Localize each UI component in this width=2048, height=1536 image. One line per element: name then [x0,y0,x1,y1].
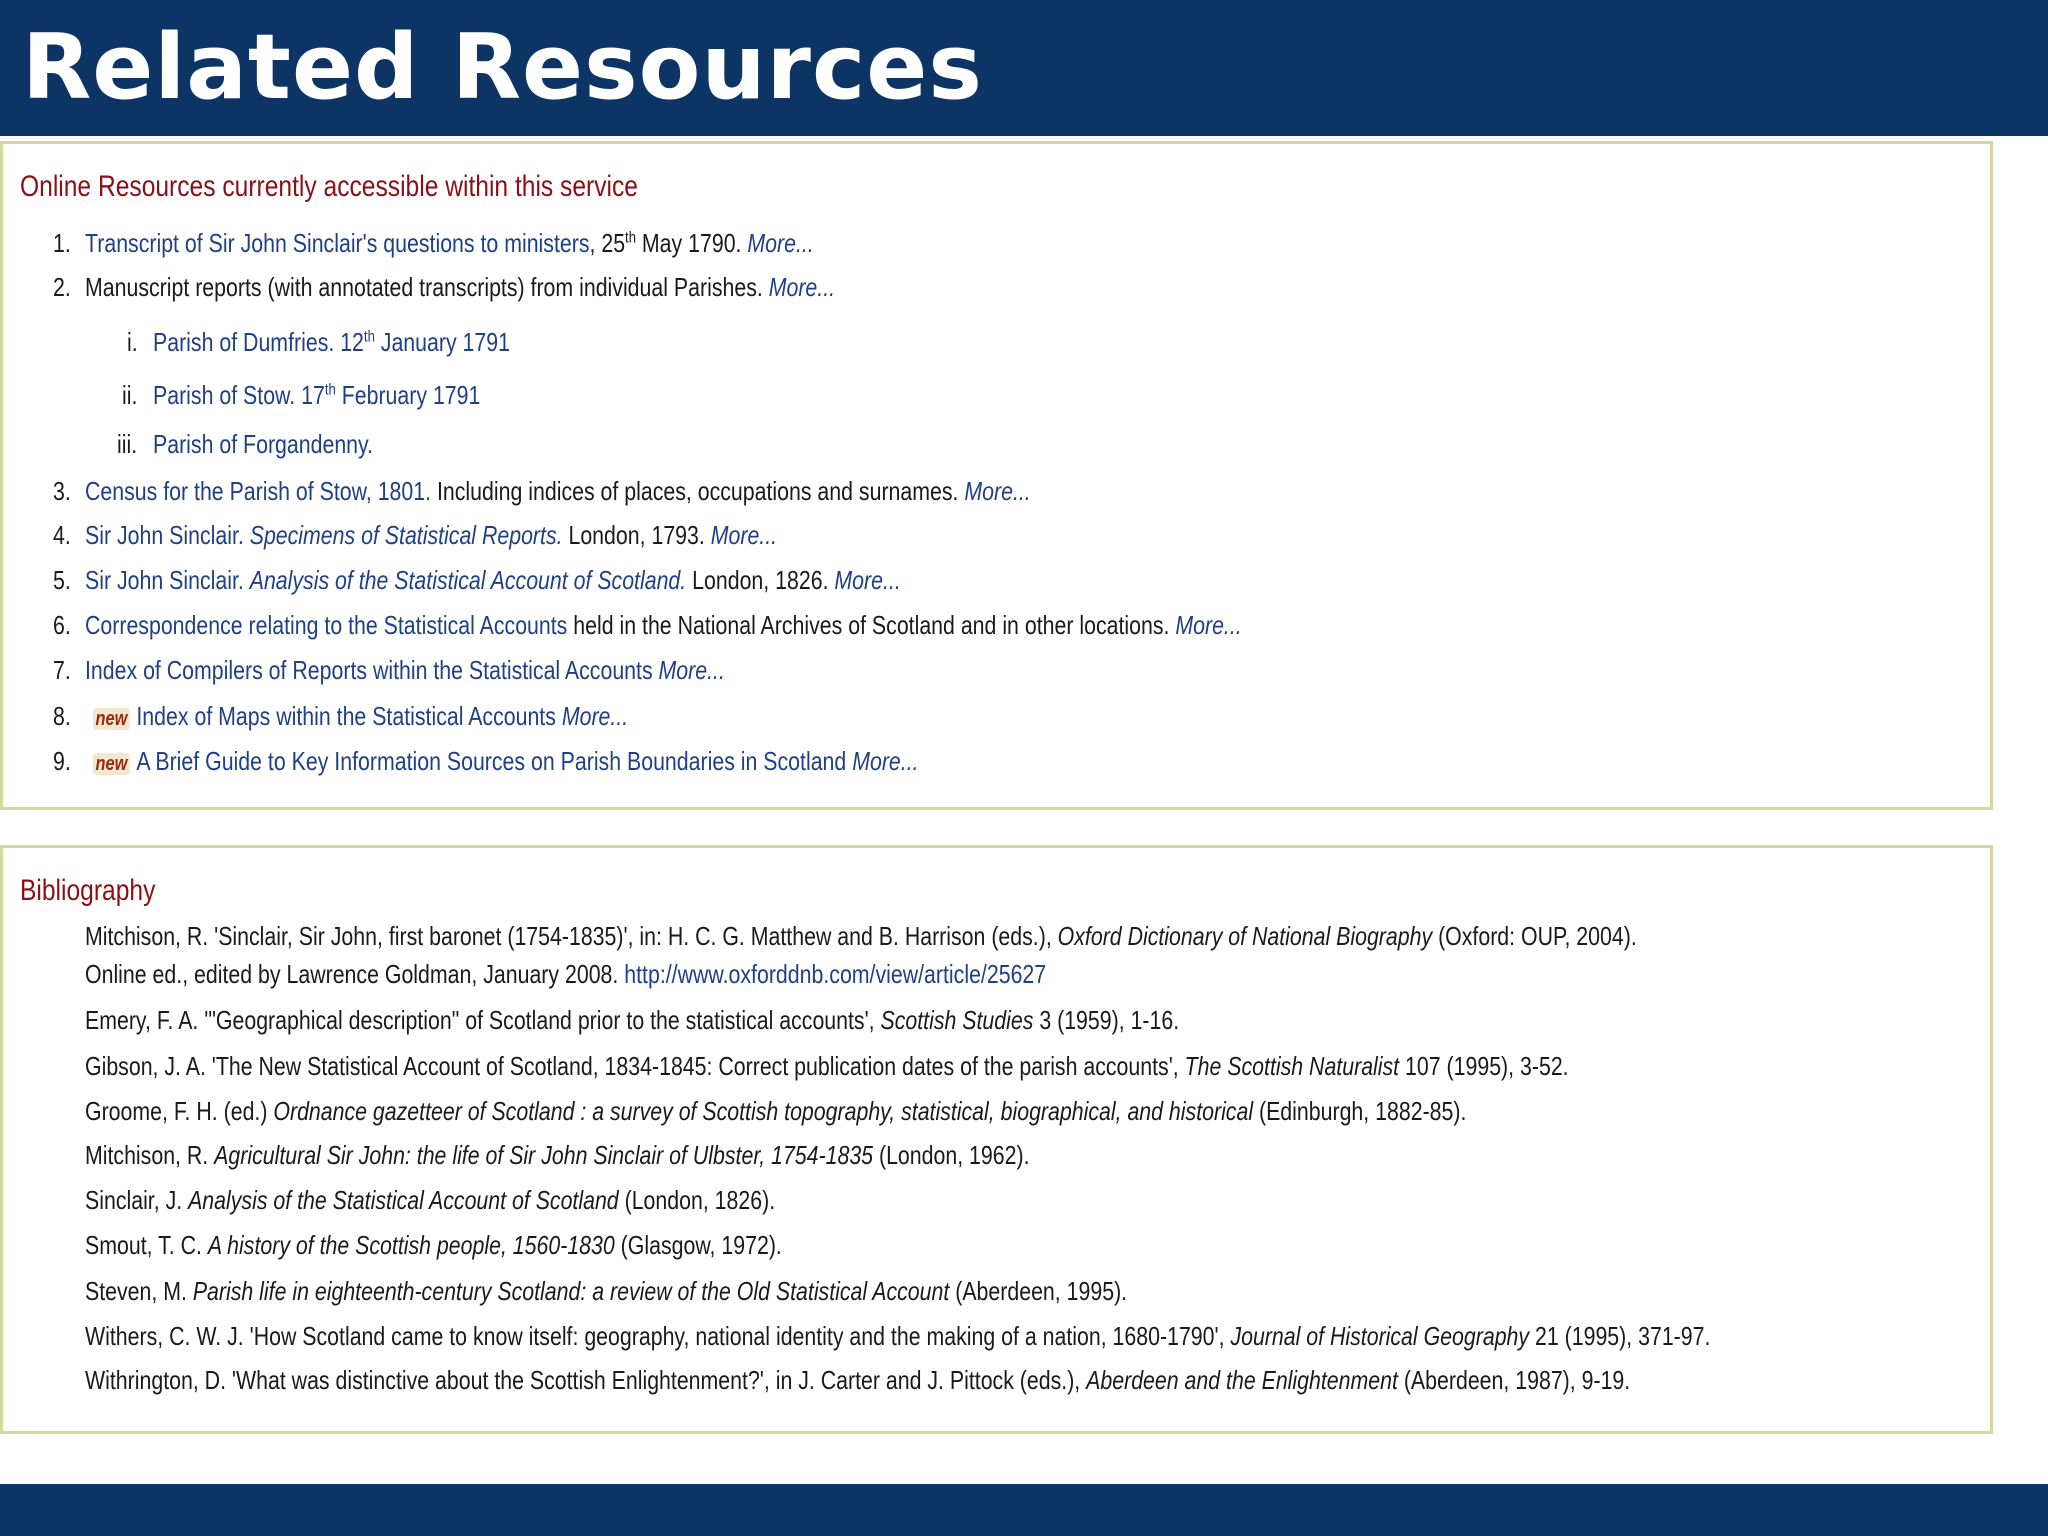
list-item [93,701,628,732]
sublist-number: ii. [122,380,138,410]
bibliography-panel [0,845,1993,1434]
bibliography-entry: Emery, F. A. '"Geographical description" of Scotland prior to the statistical accounts', Scottish Studies 3 (1959), 1-16. [85,1005,1180,1035]
bibliography-entry: Steven, M. Parish life in eighteenth-century Scotland: a review of the Old Statistical Account (Aberdeen, 1995). [85,1276,1128,1306]
list-item [85,565,901,596]
new-badge: new [93,708,130,730]
bibliography-entry: Online ed., edited by Lawrence Goldman, January 2008. http://www.oxforddnb.com/view/article/25627 [85,959,1047,989]
bibliography-entry: Groome, F. H. (ed.) Ordnance gazetteer of Scotland : a survey of Scottish topography, statistical, biographical, and historical (Edinburgh, 1882-85). [85,1096,1467,1126]
list-number: 1. [53,228,71,258]
parish-boundaries-guide-link[interactable]: A Brief Guide to Key Information Sources on Parish Boundaries in Scotland [136,746,847,776]
sublist-item [153,429,373,460]
more-link[interactable]: More... [710,520,778,550]
more-link[interactable]: More... [747,228,814,258]
specimens-link[interactable]: Sir John Sinclair. Specimens of Statistical Reports. [85,520,563,550]
sublist-item [153,327,510,358]
bibliography-entry: Smout, T. C. A history of the Scottish people, 1560-1830 (Glasgow, 1972). [85,1230,782,1260]
new-badge: new [93,753,130,775]
list-number: 2. [53,272,71,302]
online-resources-panel [0,141,1993,810]
footer-bar [0,1484,2048,1536]
maps-index-link[interactable]: Index of Maps within the Statistical Accounts [136,701,556,731]
more-link[interactable]: More... [964,476,1031,506]
item-text: , 25 [589,228,626,258]
list-item [85,228,814,259]
parish-dumfries-link[interactable]: Parish of Dumfries. 12th January 1791 [153,327,510,357]
bibliography-heading: Bibliography [20,874,156,907]
bibliography-entry: Withers, C. W. J. 'How Scotland came to know itself: geography, national identity and the making of a nation, 1680-1790', Journal of Historical Geography 21 (1995), 371-97. [85,1321,1711,1351]
item-text: May 1790. [636,228,748,258]
list-number: 4. [53,520,71,550]
analysis-link[interactable]: Sir John Sinclair. Analysis of the Statistical Account of Scotland. [85,565,687,595]
bibliography-entry: Mitchison, R. 'Sinclair, Sir John, first baronet (1754-1835)', in: H. C. G. Matthew and B. Harrison (eds.), Oxford Dictionary of National Biography (Oxford: OUP, 2004). [85,921,1637,951]
item-text: London, 1793. [562,520,711,550]
item-text: held in the National Archives of Scotland and in other locations. [567,610,1176,640]
list-number: 9. [53,746,71,776]
list-number: 8. [53,701,71,731]
more-link[interactable]: More... [658,655,725,685]
item-text: Including indices of places, occupations and surnames. [431,476,965,506]
parish-stow-link[interactable]: Parish of Stow. 17th February 1791 [153,380,481,410]
bibliography-entry: Withrington, D. 'What was distinctive about the Scottish Enlightenment?', in J. Carter and J. Pittock (eds.), Aberdeen and the Enlightenment (Aberdeen, 1987), 9-19. [85,1365,1631,1395]
parish-forgandenny-link[interactable]: Parish of Forgandenny. [153,429,374,459]
list-number: 5. [53,565,71,595]
more-link[interactable]: More... [768,272,836,302]
oxforddnb-url-link[interactable]: http://www.oxforddnb.com/view/article/25627 [624,959,1047,989]
census-stow-link[interactable]: Census for the Parish of Stow, 1801. [85,476,432,506]
sinclair-questions-link[interactable]: Transcript of Sir John Sinclair's questions to ministers [85,228,590,258]
bibliography-entry: Gibson, J. A. 'The New Statistical Account of Scotland, 1834-1845: Correct publication dates of the parish accounts', The Scottish Naturalist 107 (1995), 3-52. [85,1051,1569,1081]
page-title: Related Resources [22,15,983,120]
list-item [93,746,919,777]
list-item [85,476,1031,507]
bibliography-entry: Mitchison, R. Agricultural Sir John: the life of Sir John Sinclair of Ulbster, 1754-1835 (London, 1962). [85,1140,1030,1170]
more-link[interactable]: More... [852,746,919,776]
list-item [85,655,725,686]
superscript: th [625,229,637,247]
header-bar [0,0,2048,136]
list-item [85,520,777,551]
list-item [85,272,835,303]
more-link[interactable]: More... [561,701,629,731]
online-resources-heading: Online Resources currently accessible within this service [20,170,638,203]
list-number: 7. [53,655,71,685]
list-item [85,610,1242,641]
list-number: 3. [53,476,71,506]
sublist-number: i. [127,327,138,357]
item-text: London, 1826. [686,565,835,595]
sublist-number: iii. [117,429,138,459]
bibliography-entry: Sinclair, J. Analysis of the Statistical Account of Scotland (London, 1826). [85,1185,776,1215]
item-text: Manuscript reports (with annotated transcripts) from individual Parishes. [85,272,769,302]
list-number: 6. [53,610,71,640]
more-link[interactable]: More... [834,565,901,595]
compilers-index-link[interactable]: Index of Compilers of Reports within the Statistical Accounts [85,655,653,685]
sublist-item [153,380,480,411]
correspondence-link[interactable]: Correspondence relating to the Statistical Accounts [85,610,568,640]
more-link[interactable]: More... [1175,610,1242,640]
